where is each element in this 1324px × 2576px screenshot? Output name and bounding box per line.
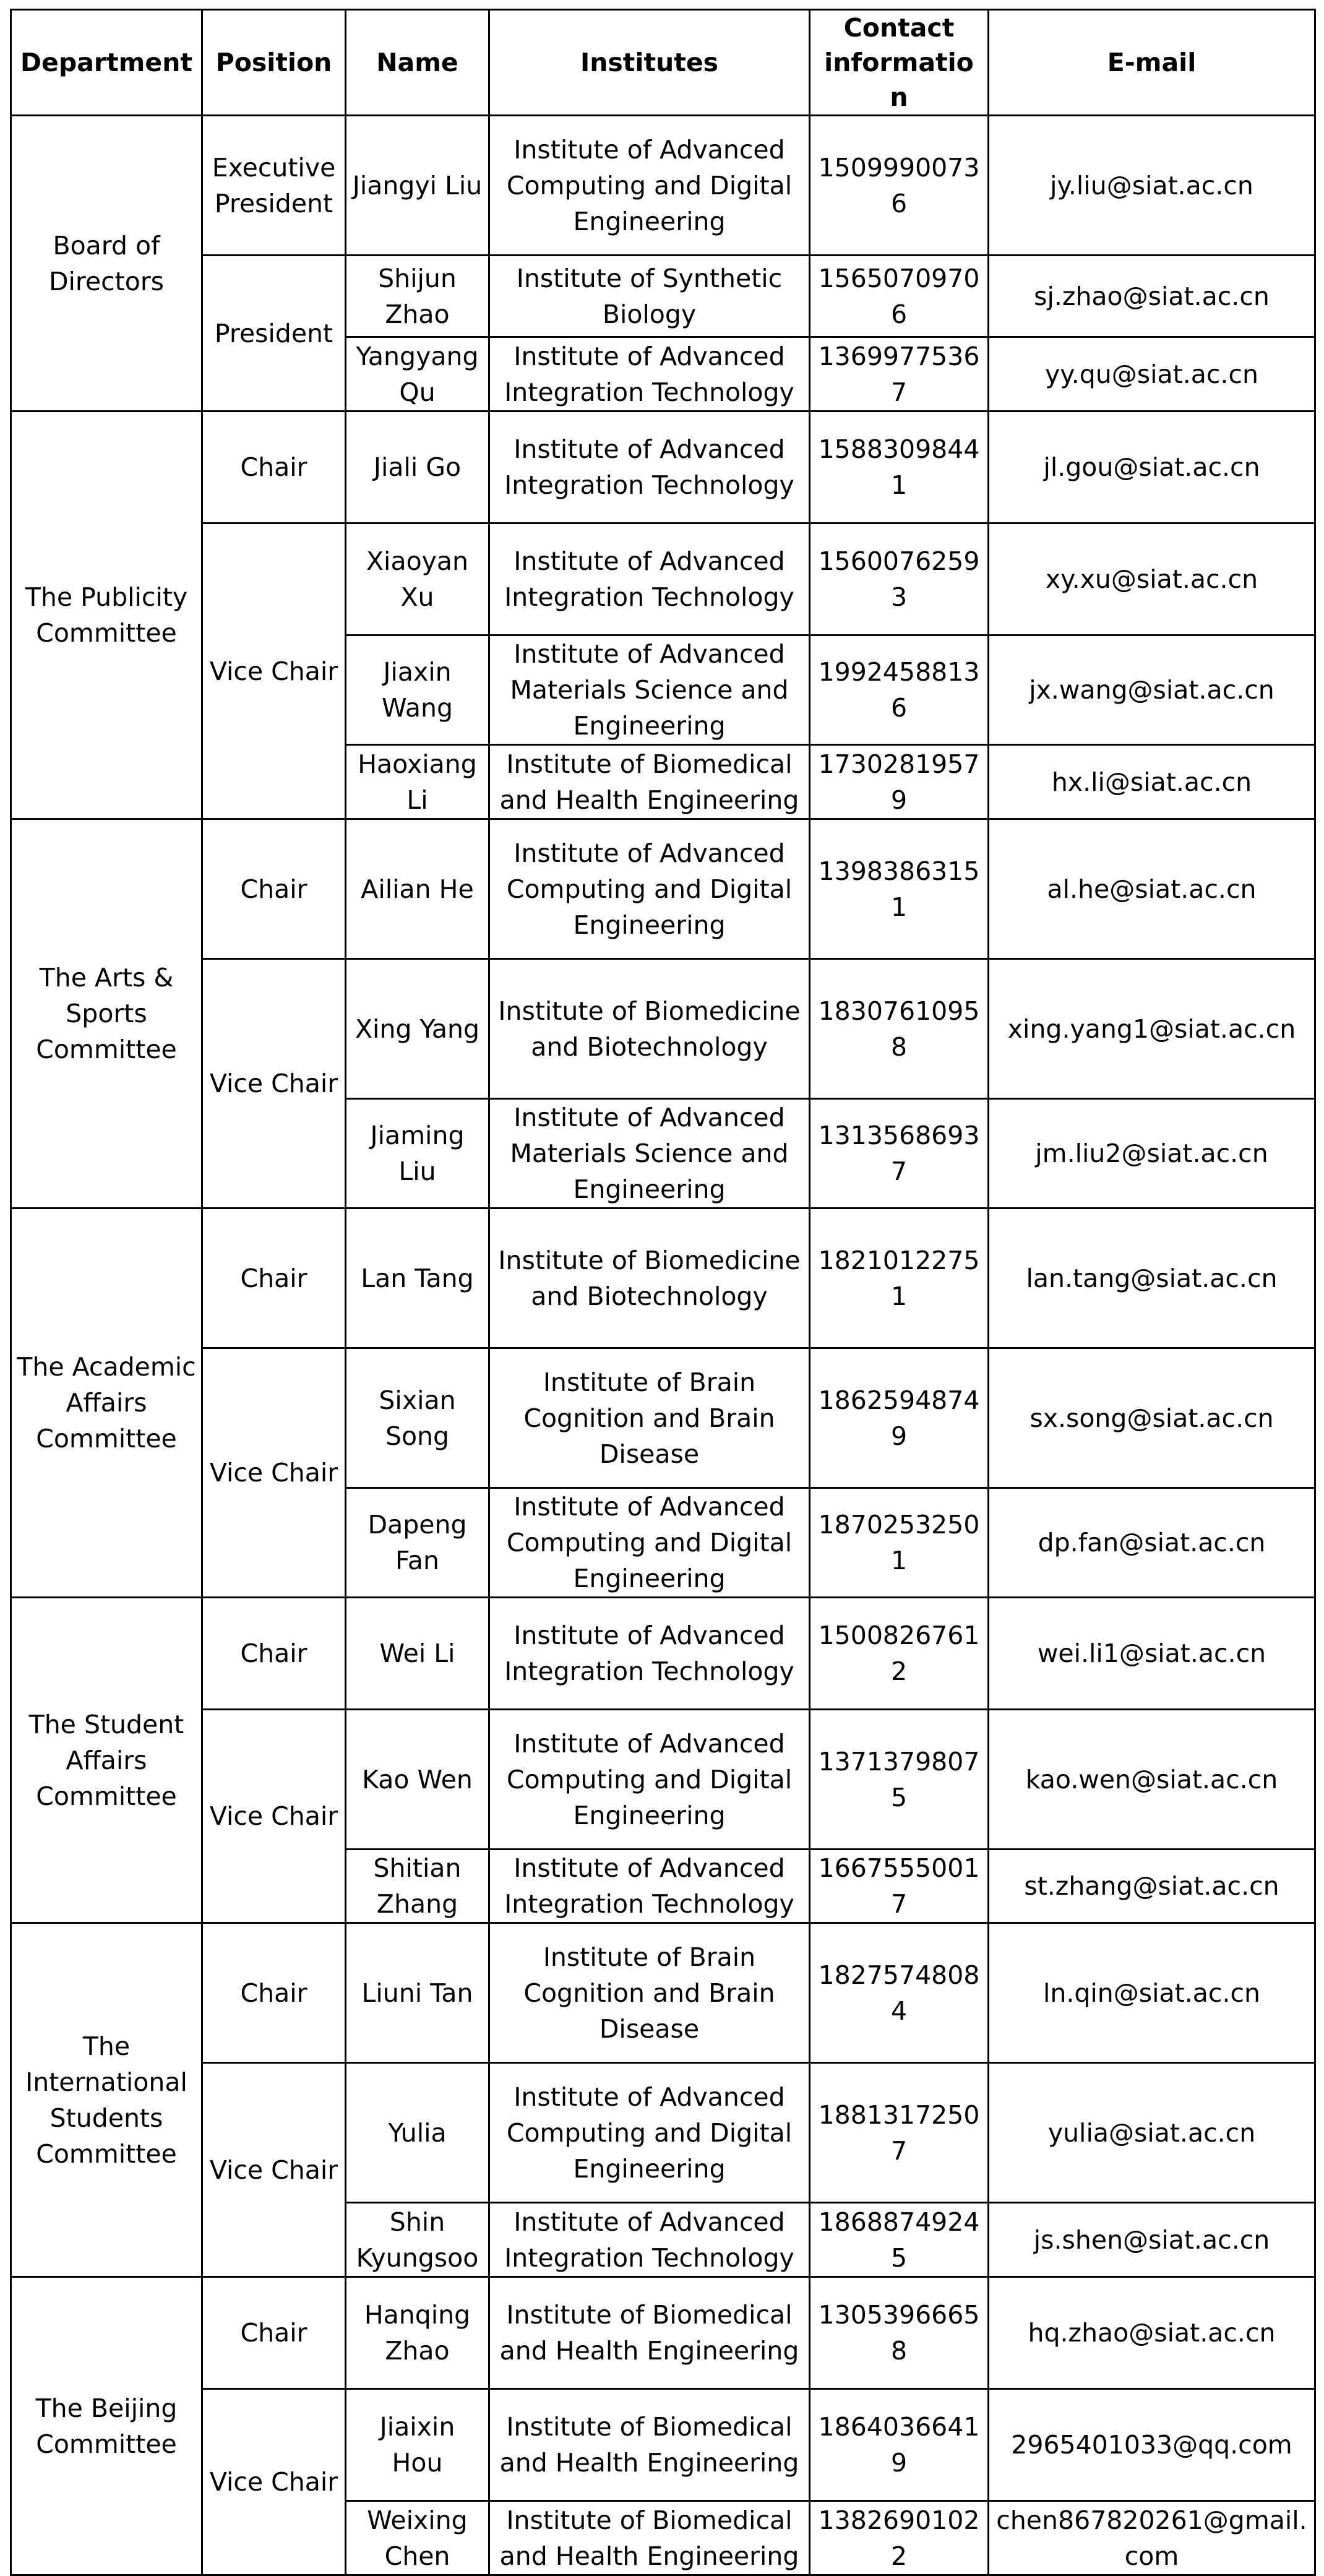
table-row: [11, 1208, 1315, 1348]
member-email: js.shen@siat.ac.cn: [989, 2203, 1315, 2277]
member-name: Haoxiang Li: [346, 745, 489, 819]
member-email: sj.zhao@siat.ac.cn: [989, 256, 1315, 337]
member-email: yy.qu@siat.ac.cn: [989, 337, 1315, 411]
member-institute: Institute of Biomedical and Health Engineering: [489, 2389, 810, 2501]
member-contact: 18688749245: [810, 2203, 989, 2277]
table-row: [11, 959, 1315, 1099]
department-cell: The Publicity Committee: [11, 411, 202, 819]
member-name: Jiaxin Wang: [346, 635, 489, 745]
header-name: Name: [346, 10, 489, 116]
header-row: [11, 10, 1315, 116]
table-row: [11, 411, 1315, 523]
member-name: Sixian Song: [346, 1348, 489, 1488]
position-cell: Vice Chair: [202, 2063, 346, 2277]
department-cell: The Beijing Committee: [11, 2277, 202, 2575]
member-name: Jiali Go: [346, 411, 489, 523]
table-row: [11, 819, 1315, 959]
position-cell: Chair: [202, 411, 346, 523]
member-contact: 13053966658: [810, 2277, 989, 2389]
member-name: Hanqing Zhao: [346, 2277, 489, 2389]
member-name: Wei Li: [346, 1598, 489, 1710]
position-cell: Vice Chair: [202, 959, 346, 1208]
member-institute: Institute of Brain Cognition and Brain Disease: [489, 1923, 810, 2063]
position-cell: Chair: [202, 1598, 346, 1710]
member-contact: 18210122751: [810, 1208, 989, 1348]
member-email: ln.qin@siat.ac.cn: [989, 1923, 1315, 2063]
member-name: Jiaixin Hou: [346, 2389, 489, 2501]
member-contact: 15099900736: [810, 116, 989, 256]
table-row: [11, 2389, 1315, 2501]
member-email: xy.xu@siat.ac.cn: [989, 523, 1315, 635]
department-cell: The International Students Committee: [11, 1923, 202, 2277]
table-row: [11, 1710, 1315, 1850]
member-name: Jiangyi Liu: [346, 116, 489, 256]
member-institute: Institute of Advanced Computing and Digital Engineering: [489, 1710, 810, 1850]
member-contact: 13135686937: [810, 1099, 989, 1208]
position-cell: Chair: [202, 819, 346, 959]
member-institute: Institute of Advanced Computing and Digital Engineering: [489, 2063, 810, 2203]
member-name: Yulia: [346, 2063, 489, 2203]
department-cell: The Student Affairs Committee: [11, 1598, 202, 1923]
position-cell: Chair: [202, 1208, 346, 1348]
member-email: al.he@siat.ac.cn: [989, 819, 1315, 959]
member-institute: Institute of Brain Cognition and Brain Disease: [489, 1348, 810, 1488]
member-email: jx.wang@siat.ac.cn: [989, 635, 1315, 745]
position-cell: Vice Chair: [202, 523, 346, 819]
department-cell: Board of Directors: [11, 116, 202, 411]
member-name: Dapeng Fan: [346, 1488, 489, 1598]
member-contact: 16675550017: [810, 1850, 989, 1923]
member-contact: 15883098441: [810, 411, 989, 523]
member-name: Lan Tang: [346, 1208, 489, 1348]
member-contact: 15008267612: [810, 1598, 989, 1710]
member-contact: 15650709706: [810, 256, 989, 337]
member-institute: Institute of Biomedical and Health Engineering: [489, 2277, 810, 2389]
member-institute: Institute of Advanced Computing and Digital Engineering: [489, 116, 810, 256]
position-cell: Vice Chair: [202, 2389, 346, 2575]
member-name: Yangyang Qu: [346, 337, 489, 411]
member-contact: 13983863151: [810, 819, 989, 959]
member-contact: 18275748084: [810, 1923, 989, 2063]
member-email: yulia@siat.ac.cn: [989, 2063, 1315, 2203]
header-institutes: Institutes: [489, 10, 810, 116]
member-email: jy.liu@siat.ac.cn: [989, 116, 1315, 256]
member-email: hq.zhao@siat.ac.cn: [989, 2277, 1315, 2389]
member-name: Xiaoyan Xu: [346, 523, 489, 635]
member-contact: 13826901022: [810, 2501, 989, 2575]
member-contact: 17302819579: [810, 745, 989, 819]
header-email: E-mail: [989, 10, 1315, 116]
member-email: st.zhang@siat.ac.cn: [989, 1850, 1315, 1923]
department-cell: The Arts & Sports Committee: [11, 819, 202, 1208]
member-contact: 18307610958: [810, 959, 989, 1099]
member-contact: 18625948749: [810, 1348, 989, 1488]
table-row: [11, 1923, 1315, 2063]
table-row: [11, 1598, 1315, 1710]
member-email: 2965401033@qq.com: [989, 2389, 1315, 2501]
table-row: [11, 256, 1315, 337]
position-cell: President: [202, 256, 346, 411]
member-email: wei.li1@siat.ac.cn: [989, 1598, 1315, 1710]
member-name: Xing Yang: [346, 959, 489, 1099]
position-cell: Chair: [202, 1923, 346, 2063]
member-institute: Institute of Advanced Integration Technology: [489, 411, 810, 523]
member-institute: Institute of Advanced Materials Science and Engineering: [489, 635, 810, 745]
member-name: Shijun Zhao: [346, 256, 489, 337]
table-row: [11, 1348, 1315, 1488]
member-email: sx.song@siat.ac.cn: [989, 1348, 1315, 1488]
member-institute: Institute of Advanced Integration Technology: [489, 2203, 810, 2277]
member-contact: 13713798075: [810, 1710, 989, 1850]
member-institute: Institute of Biomedical and Health Engineering: [489, 745, 810, 819]
member-email: lan.tang@siat.ac.cn: [989, 1208, 1315, 1348]
member-name: Ailian He: [346, 819, 489, 959]
member-institute: Institute of Synthetic Biology: [489, 256, 810, 337]
member-institute: Institute of Advanced Integration Technology: [489, 1850, 810, 1923]
member-contact: 18813172507: [810, 2063, 989, 2203]
member-institute: Institute of Advanced Materials Science and Engineering: [489, 1099, 810, 1208]
member-institute: Institute of Biomedicine and Biotechnology: [489, 1208, 810, 1348]
member-name: Kao Wen: [346, 1710, 489, 1850]
position-cell: Executive President: [202, 116, 346, 256]
member-email: jm.liu2@siat.ac.cn: [989, 1099, 1315, 1208]
member-institute: Institute of Advanced Integration Technology: [489, 1598, 810, 1710]
member-institute: Institute of Advanced Integration Technology: [489, 337, 810, 411]
member-contact: 18702532501: [810, 1488, 989, 1598]
header-department: Department: [11, 10, 202, 116]
member-email: kao.wen@siat.ac.cn: [989, 1710, 1315, 1850]
position-cell: Vice Chair: [202, 1348, 346, 1598]
member-institute: Institute of Advanced Computing and Digital Engineering: [489, 819, 810, 959]
table-row: [11, 2063, 1315, 2203]
header-position: Position: [202, 10, 346, 116]
table-row: [11, 523, 1315, 635]
member-email: chen867820261@gmail.com: [989, 2501, 1315, 2575]
member-institute: Institute of Advanced Computing and Digital Engineering: [489, 1488, 810, 1598]
member-institute: Institute of Biomedical and Health Engineering: [489, 2501, 810, 2575]
member-contact: 19924588136: [810, 635, 989, 745]
member-institute: Institute of Biomedicine and Biotechnology: [489, 959, 810, 1099]
member-name: Liuni Tan: [346, 1923, 489, 2063]
member-name: Shitian Zhang: [346, 1850, 489, 1923]
position-cell: Chair: [202, 2277, 346, 2389]
member-name: Weixing Chen: [346, 2501, 489, 2575]
member-name: Jiaming Liu: [346, 1099, 489, 1208]
member-contact: 15600762593: [810, 523, 989, 635]
position-cell: Vice Chair: [202, 1710, 346, 1923]
member-email: jl.gou@siat.ac.cn: [989, 411, 1315, 523]
table-row: [11, 116, 1315, 256]
department-cell: The Academic Affairs Committee: [11, 1208, 202, 1598]
member-contact: 13699775367: [810, 337, 989, 411]
member-name: Shin Kyungsoo: [346, 2203, 489, 2277]
member-institute: Institute of Advanced Integration Technology: [489, 523, 810, 635]
member-email: xing.yang1@siat.ac.cn: [989, 959, 1315, 1099]
member-email: dp.fan@siat.ac.cn: [989, 1488, 1315, 1598]
member-email: hx.li@siat.ac.cn: [989, 745, 1315, 819]
table-row: [11, 2277, 1315, 2389]
committee-roster-table: [10, 9, 1316, 2576]
header-contact: Contact information: [810, 10, 989, 116]
member-contact: 18640366419: [810, 2389, 989, 2501]
